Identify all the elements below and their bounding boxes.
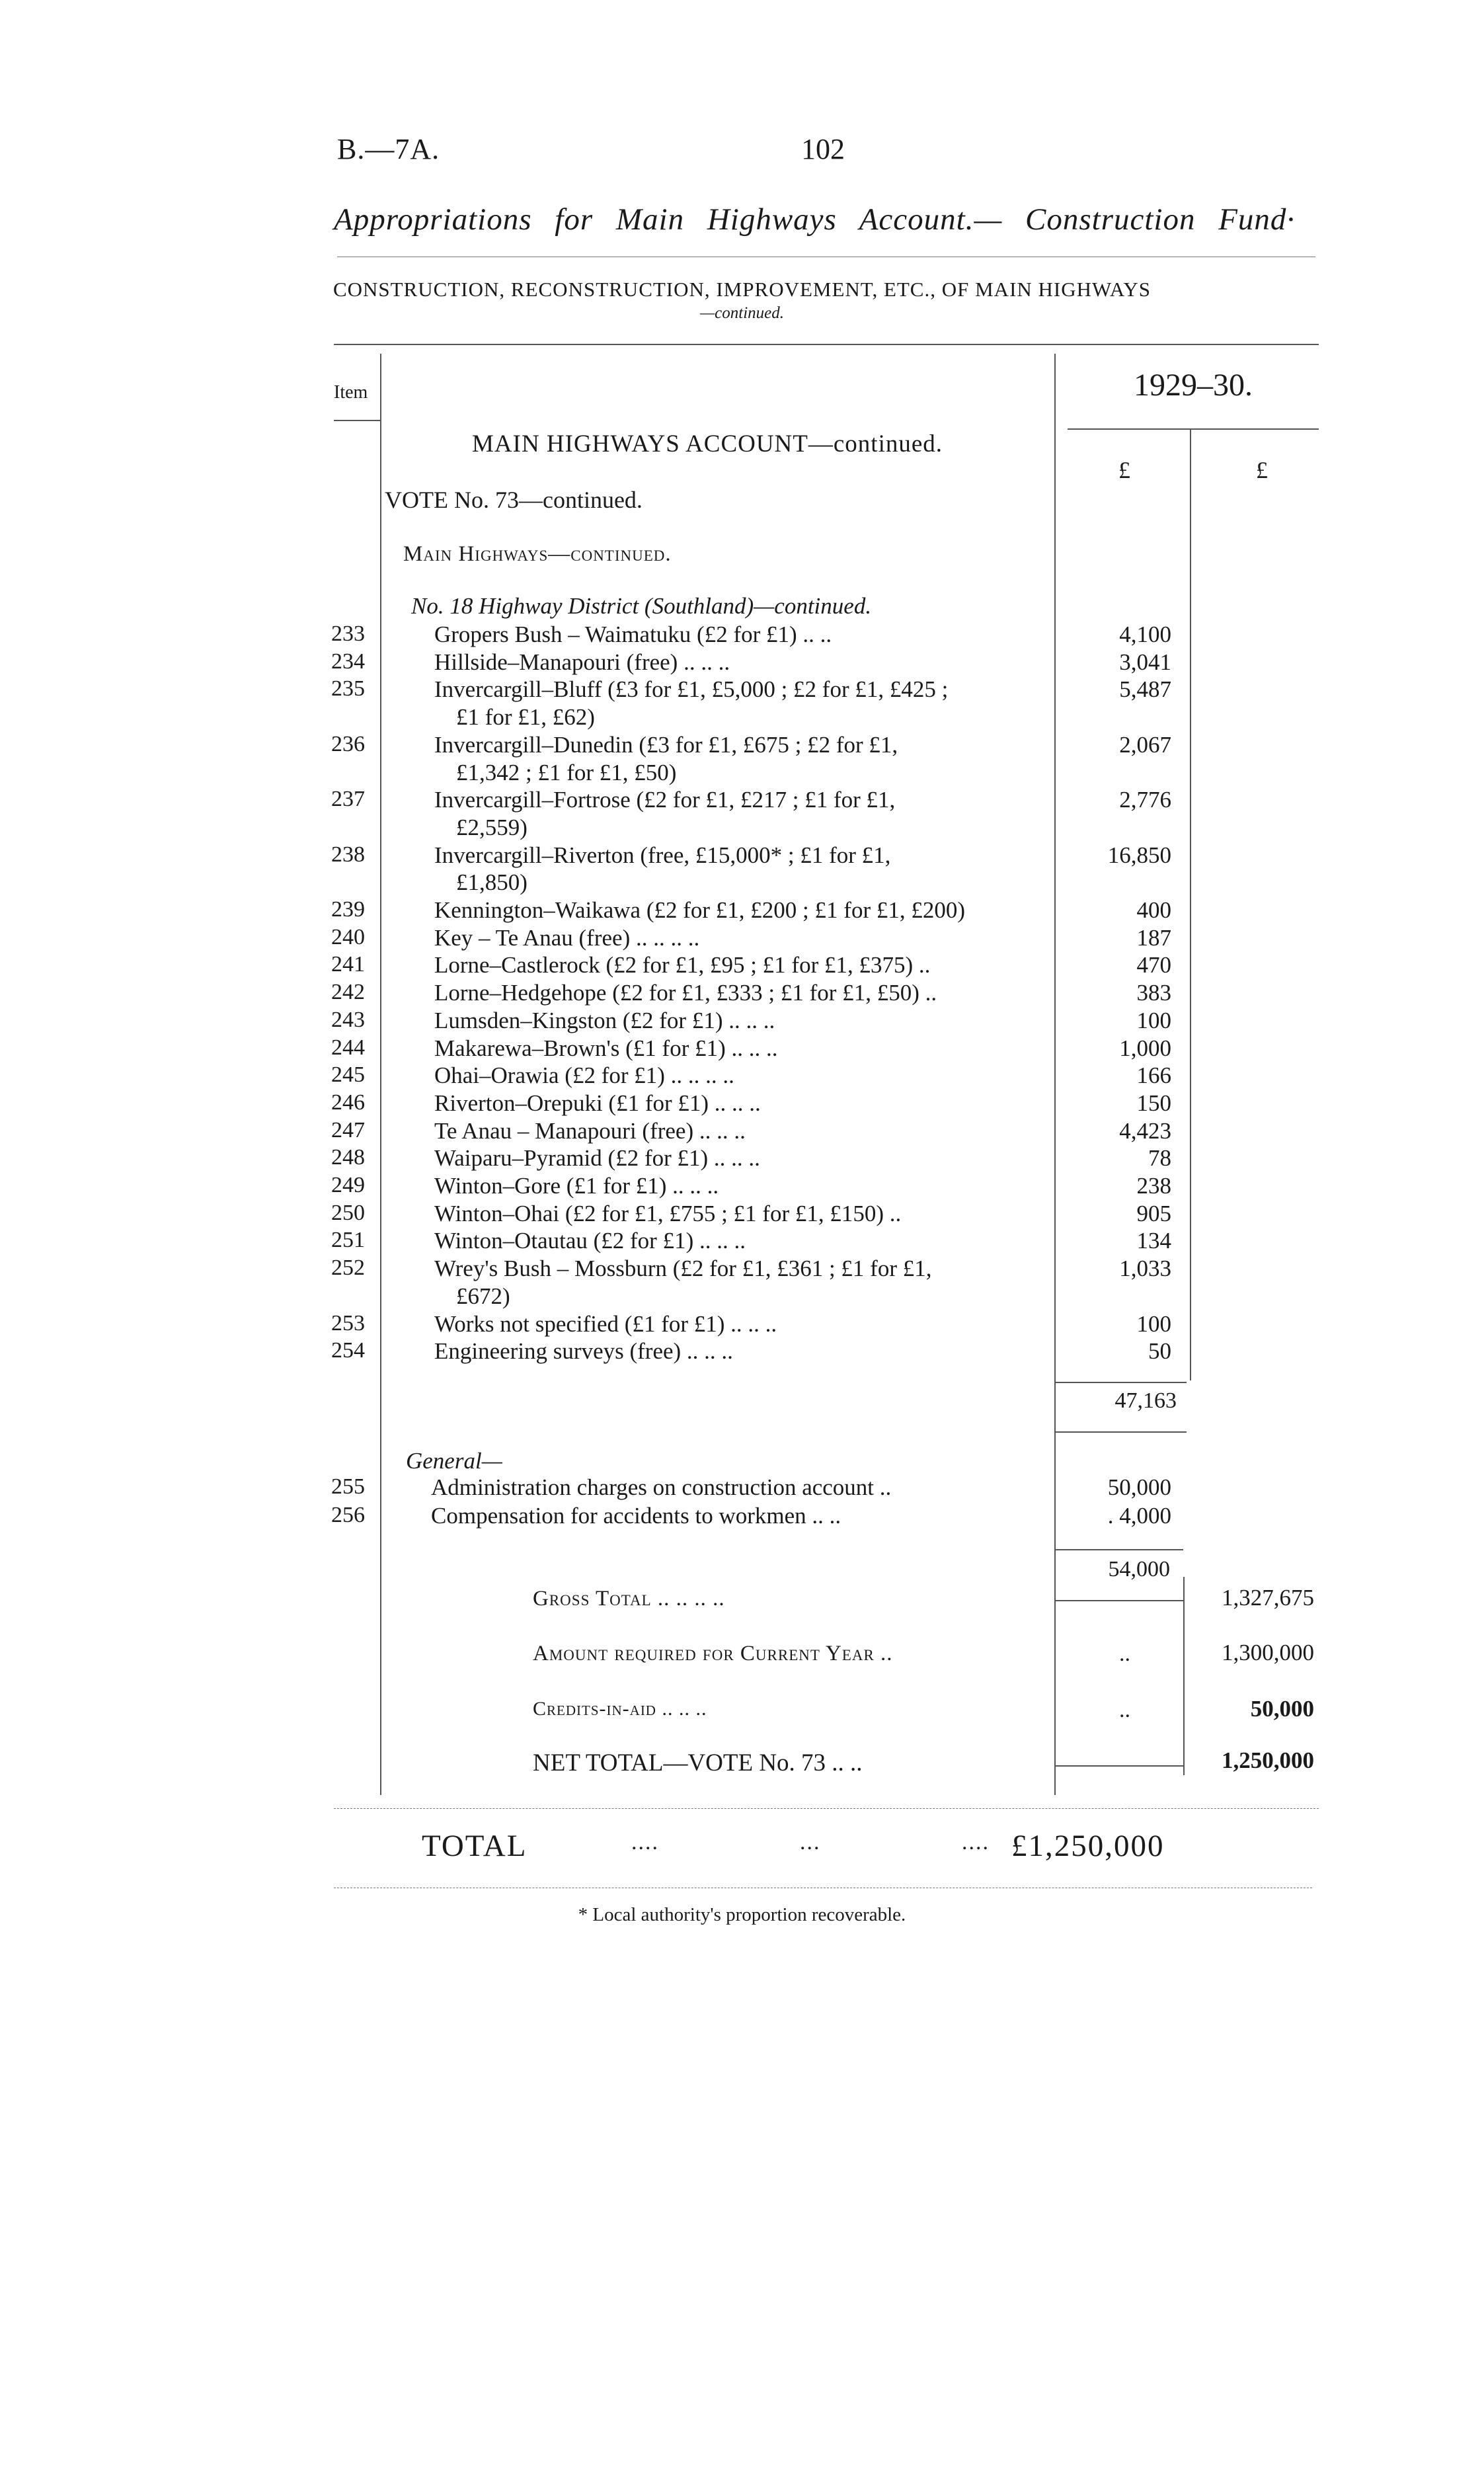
- grand-total-amount: £1,250,000: [1011, 1829, 1165, 1863]
- highway-description: Hillside–Manapouri (free) .. .. ..: [434, 649, 730, 675]
- item-header-rule: [334, 420, 380, 421]
- highway-amount: 1,000: [1119, 1035, 1171, 1061]
- highway-description: Winton–Otautau (£2 for £1) .. .. ..: [434, 1228, 746, 1254]
- highway-description: Kennington–Waikawa (£2 for £1, £200 ; £1 for £1, £200): [434, 897, 966, 923]
- highway-amount: 2,067: [1119, 731, 1171, 758]
- gross-total-label: Gross Total .. .. .. ..: [533, 1587, 725, 1611]
- item-number: 252: [331, 1256, 365, 1281]
- highway-description: Lorne–Hedgehope (£2 for £1, £333 ; £1 for £1, £50) ..: [434, 980, 937, 1006]
- general-amount: . 4,000: [1107, 1503, 1171, 1529]
- credits-label: Credits-in-aid .. .. ..: [533, 1698, 707, 1720]
- highway-amount: 16,850: [1107, 842, 1171, 868]
- table-top-rule: [334, 344, 1319, 345]
- highway-description: Wrey's Bush – Mossburn (£2 for £1, £361 ; £1 for £1,: [434, 1256, 932, 1282]
- page-subtitle: Appropriations for Main Highways Account.— Construction Fund·: [334, 202, 1296, 237]
- item-number: 243: [331, 1007, 365, 1032]
- subtotal-highways: 47,163: [1114, 1388, 1177, 1413]
- year-header-rule: [1068, 428, 1319, 430]
- item-number: 240: [331, 924, 365, 949]
- net-total-label: NET TOTAL—VOTE No. 73 .. ..: [533, 1749, 863, 1777]
- subhead: Main Highways—continued.: [403, 542, 672, 566]
- highway-amount: 4,100: [1119, 621, 1171, 647]
- highway-description-cont: £1,850): [456, 869, 527, 896]
- highway-description: Gropers Bush – Waimatuku (£2 for £1) .. ..: [434, 621, 832, 647]
- highway-amount: 5,487: [1119, 676, 1171, 703]
- item-number: 235: [331, 676, 365, 701]
- grand-total-dots-2: ...: [800, 1830, 821, 1855]
- highway-description: Makarewa–Brown's (£1 for £1) .. .. ..: [434, 1035, 778, 1061]
- highway-amount: 238: [1136, 1173, 1171, 1199]
- highway-description-cont: £2,559): [456, 814, 527, 840]
- item-number: 237: [331, 787, 365, 812]
- year-header: 1929–30.: [1134, 368, 1253, 403]
- item-number: 248: [331, 1145, 365, 1170]
- highway-description: Riverton–Orepuki (£1 for £1) .. .. ..: [434, 1090, 761, 1116]
- highway-description: Ohai–Orawia (£2 for £1) .. .. .. ..: [434, 1062, 734, 1089]
- highway-amount: 166: [1136, 1062, 1171, 1089]
- highway-amount: 2,776: [1119, 787, 1171, 813]
- item-number: 246: [331, 1090, 365, 1115]
- item-number: 250: [331, 1200, 365, 1225]
- general-heading: General—: [406, 1448, 502, 1474]
- highway-amount: 470: [1136, 952, 1171, 978]
- item-number: 253: [331, 1310, 365, 1336]
- document-reference: B.—7A.: [337, 133, 440, 165]
- amount-required-label: Amount required for Current Year ..: [533, 1642, 893, 1665]
- highway-amount: 134: [1136, 1228, 1171, 1254]
- grand-total-dots-1: ....: [631, 1830, 659, 1855]
- item-number: 238: [331, 842, 365, 867]
- highway-description: Winton–Ohai (£2 for £1, £755 ; £1 for £1, £150) ..: [434, 1200, 902, 1226]
- highway-description: Te Anau – Manapouri (free) .. .. ..: [434, 1117, 746, 1144]
- highway-amount: 100: [1136, 1310, 1171, 1337]
- highway-description: Engineering surveys (free) .. .. ..: [434, 1338, 733, 1365]
- highway-description: Lumsden–Kingston (£2 for £1) .. .. ..: [434, 1007, 775, 1033]
- highway-description: Invercargill–Fortrose (£2 for £1, £217 ; £1 for £1,: [434, 787, 896, 813]
- highway-description: Lorne–Castlerock (£2 for £1, £95 ; £1 for £1, £375) ..: [434, 952, 931, 978]
- subtotal-rule-bottom: [1054, 1431, 1187, 1433]
- section-continued: —continued.: [699, 304, 785, 322]
- item-number: 234: [331, 649, 365, 674]
- item-number: 256: [331, 1503, 365, 1527]
- highway-amount: 400: [1136, 897, 1171, 923]
- highway-description: Invercargill–Bluff (£3 for £1, £5,000 ; £2 for £1, £425 ;: [434, 676, 949, 703]
- item-number: 245: [331, 1062, 365, 1088]
- grand-total-label: TOTAL: [422, 1829, 527, 1863]
- item-number: 244: [331, 1035, 365, 1060]
- item-column-header: Item: [334, 382, 368, 403]
- item-column-rule: [380, 354, 381, 1795]
- account-heading: MAIN HIGHWAYS ACCOUNT—continued.: [472, 430, 943, 458]
- highway-amount: 100: [1136, 1007, 1171, 1033]
- section-title: CONSTRUCTION, RECONSTRUCTION, IMPROVEMENT, ETC., OF MAIN HIGHWAYS: [332, 278, 1152, 301]
- grand-total-dots-3: ....: [962, 1830, 990, 1855]
- table-bottom-rule: [334, 1808, 1319, 1809]
- highway-amount: 3,041: [1119, 649, 1171, 675]
- amount-column-rule-upper: [1190, 428, 1191, 1380]
- district-heading: No. 18 Highway District (Southland)—continued.: [411, 593, 872, 619]
- general-subtotal-rule: [1054, 1549, 1183, 1550]
- highway-description-cont: £1,342 ; £1 for £1, £50): [456, 759, 677, 785]
- highway-amount: 383: [1136, 980, 1171, 1006]
- highway-amount: 50: [1148, 1338, 1171, 1365]
- item-number: 254: [331, 1338, 365, 1363]
- highway-description: Key – Te Anau (free) .. .. .. ..: [434, 924, 700, 951]
- item-number: 242: [331, 980, 365, 1005]
- item-number: 236: [331, 731, 365, 756]
- highway-amount: 4,423: [1119, 1117, 1171, 1144]
- gross-total-amount: 1,327,675: [1222, 1585, 1314, 1611]
- highway-description: Works not specified (£1 for £1) .. .. ..: [434, 1310, 777, 1337]
- currency-header-2: £: [1256, 457, 1268, 483]
- highway-amount: 905: [1136, 1200, 1171, 1226]
- amount-required-amount: 1,300,000: [1222, 1640, 1314, 1665]
- page-number: 102: [801, 133, 845, 165]
- general-amount: 50,000: [1107, 1474, 1171, 1500]
- item-number: 249: [331, 1173, 365, 1197]
- item-number: 241: [331, 952, 365, 977]
- footnote: * Local authority's proportion recoverable.: [578, 1904, 906, 1925]
- vote-heading: VOTE No. 73—continued.: [385, 487, 643, 513]
- highway-description: Invercargill–Dunedin (£3 for £1, £675 ; £2 for £1,: [434, 731, 898, 758]
- net-total-amount: 1,250,000: [1222, 1747, 1314, 1773]
- highway-description: Winton–Gore (£1 for £1) .. .. ..: [434, 1173, 719, 1199]
- item-number: 251: [331, 1228, 365, 1253]
- highway-description-cont: £672): [456, 1283, 510, 1309]
- credits-amount: 50,000: [1250, 1696, 1314, 1722]
- item-number: 233: [331, 621, 365, 646]
- item-number: 239: [331, 897, 365, 922]
- highway-amount: 187: [1136, 924, 1171, 951]
- general-description: Compensation for accidents to workmen .. ..: [431, 1503, 841, 1529]
- highway-description: Invercargill–Riverton (free, £15,000* ; £1 for £1,: [434, 842, 891, 868]
- credits-mid: ..: [1119, 1698, 1130, 1722]
- item-number: 255: [331, 1474, 365, 1499]
- general-description: Administration charges on construction account ..: [431, 1474, 892, 1500]
- highway-description: Waiparu–Pyramid (£2 for £1) .. .. ..: [434, 1145, 760, 1172]
- currency-header-1: £: [1118, 457, 1130, 483]
- subtotal-general: 54,000: [1108, 1557, 1170, 1581]
- highway-description-cont: £1 for £1, £62): [456, 704, 595, 731]
- highway-amount: 150: [1136, 1090, 1171, 1116]
- highway-amount: 1,033: [1119, 1256, 1171, 1282]
- subtotal-rule-top: [1054, 1382, 1187, 1383]
- highway-amount: 78: [1148, 1145, 1171, 1172]
- item-number: 247: [331, 1117, 365, 1142]
- amount-required-mid: ..: [1119, 1642, 1130, 1666]
